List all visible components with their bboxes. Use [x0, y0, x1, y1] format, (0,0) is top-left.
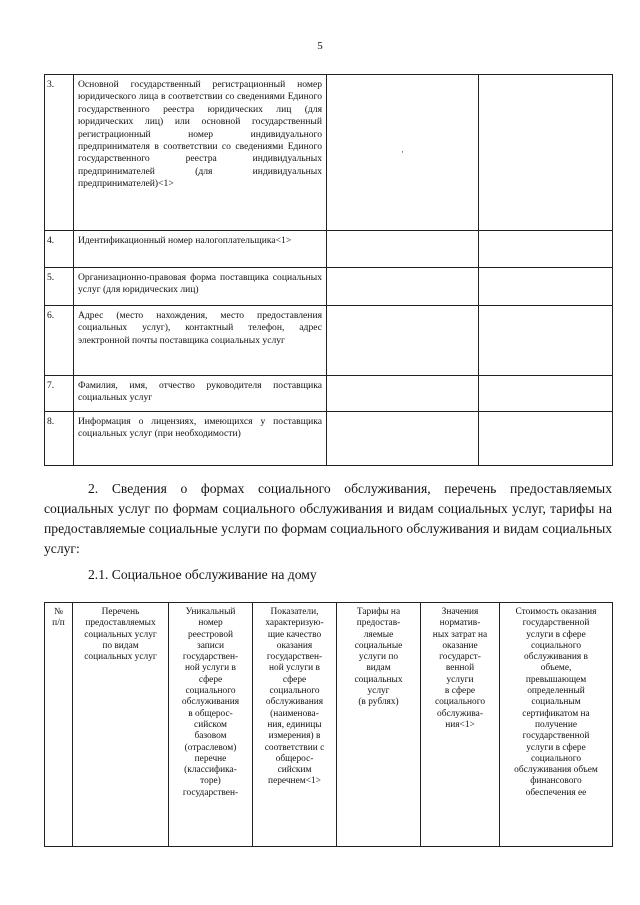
row-number: 3.	[45, 75, 74, 231]
table-row	[45, 412, 613, 466]
section-2-paragraph: 2. Сведения о формах социального обслуживания, перечень предоставляемых социальных услуг по формам социального обслуживания и видам социальных услуг, тарифы на предоставляемые социальные услуги по формам социального обслуживания и видам социальных услуг:	[44, 481, 612, 556]
row-value	[327, 376, 479, 412]
row-label: Организационно-правовая форма поставщика социальных услуг (для юридических лиц)	[74, 268, 327, 306]
row-number: 5.	[45, 268, 74, 306]
table-row	[45, 231, 613, 268]
column-header: Стоимость оказания государственной услуги в сфере социального обслуживания в объеме, превышающем определенный социальным сертификатом на получение государственной услуги в сфере социального обслуживания объем финансового обеспечения ее	[500, 603, 613, 847]
column-header: Значения норматив- ных затрат на оказание государст- венной услуги в сфере социального обслужива- ния<1>	[421, 603, 500, 847]
column-header: Показатели, характеризую- щие качество оказания государствен- ной услуги в сфере социального обслуживания (наименова- ния, единицы измерения) в соответствии с общерос- сийским перечнем<1>	[253, 603, 337, 847]
section-2-1-heading: 2.1. Социальное обслуживание на дому	[88, 567, 317, 582]
column-header: Перечень предоставляемых социальных услуг по видам социальных услуг	[73, 603, 169, 847]
row-number: 4.	[45, 231, 74, 268]
table-row	[45, 268, 613, 306]
row-label: Информация о лицензиях, имеющихся у поставщика социальных услуг (при необходимости)	[74, 412, 327, 466]
table-header-row	[45, 603, 613, 847]
row-number: 8.	[45, 412, 74, 466]
row-value	[327, 306, 479, 376]
row-value	[479, 412, 613, 466]
row-label: Фамилия, имя, отчество руководителя поставщика социальных услуг	[74, 376, 327, 412]
home-services-table	[44, 602, 613, 847]
column-header: Уникальный номер реестровой записи государствен- ной услуги в сфере социального обслуживания в общерос- сийском базовом (отраслевом) перечне (классифика- торе) государствен-	[169, 603, 253, 847]
row-value	[479, 376, 613, 412]
row-value-mark: ·	[401, 147, 404, 158]
row-label: Адрес (место нахождения, место предоставления социальных услуг), контактный телефон, адрес электронной почты поставщика социальных услуг	[74, 306, 327, 376]
row-value	[327, 268, 479, 306]
page-number: 5	[317, 40, 323, 52]
provider-info-table	[44, 74, 613, 466]
column-header: Тарифы на предостав- ляемые социальные услуги по видам социальных услуг (в рублях)	[337, 603, 421, 847]
row-value	[479, 306, 613, 376]
row-label: Основной государственный регистрационный номер юридического лица в соответствии со сведениями Единого государственного реестра юридических лиц (для юридических лиц) или основной государственный регистрационный номер индивидуального предпринимателя в соответствии со сведениями Единого государственного реестра индивидуальных предпринимателей (для индивидуальных предпринимателей)<1>	[74, 75, 327, 231]
table-row	[45, 306, 613, 376]
row-value	[327, 231, 479, 268]
row-value	[479, 268, 613, 306]
column-header: № п/п	[45, 603, 73, 847]
row-value	[327, 412, 479, 466]
table-row	[45, 75, 613, 231]
row-value	[479, 231, 613, 268]
row-value	[327, 75, 479, 231]
row-value	[479, 75, 613, 231]
row-label: Идентификационный номер налогоплательщика<1>	[74, 231, 327, 268]
row-number: 6.	[45, 306, 74, 376]
row-number: 7.	[45, 376, 74, 412]
table-row	[45, 376, 613, 412]
